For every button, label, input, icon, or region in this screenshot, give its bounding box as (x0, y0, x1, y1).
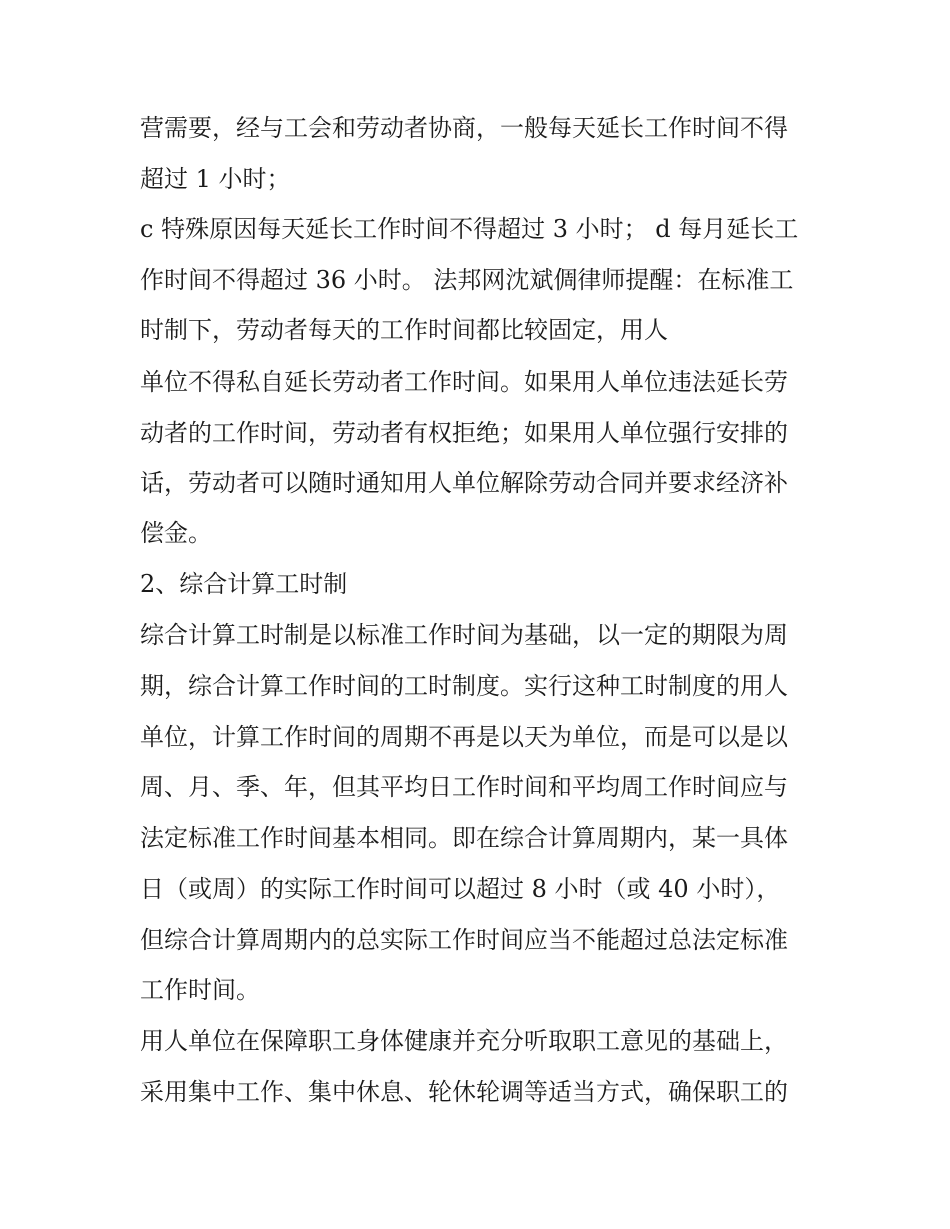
text-line: 用人单位在保障职工身体健康并充分听取职工意见的基础上， (140, 1027, 788, 1055)
text-line: 话，劳动者可以随时通知用人单位解除劳动合同并要求经济补 (140, 469, 788, 497)
text-line: 日（或周）的实际工作时间可以超过 8 小时（或 40 小时）， (140, 875, 781, 903)
text-line: 工作时间。 (140, 976, 260, 1004)
text-line: 偿金。 (140, 519, 212, 547)
text-line: 法定标准工作时间基本相同。即在综合计算周期内，某一具体 (140, 824, 788, 852)
text-line: c 特殊原因每天延长工作时间不得超过 3 小时； d 每月延长工 (140, 215, 799, 243)
text-line: 时制下，劳动者每天的工作时间都比较固定，用人 (140, 316, 668, 344)
section-heading: 2、综合计算工时制 (140, 570, 348, 598)
text-line: 单位不得私自延长劳动者工作时间。如果用人单位违法延长劳 (140, 368, 788, 396)
text-line: 单位，计算工作时间的周期不再是以天为单位，而是可以是以 (140, 723, 788, 751)
text-line: 超过 1 小时； (140, 165, 291, 193)
text-line: 采用集中工作、集中休息、轮休轮调等适当方式，确保职工的 (140, 1078, 788, 1106)
text-line: 动者的工作时间，劳动者有权拒绝；如果用人单位强行安排的 (140, 419, 788, 447)
text-line: 营需要，经与工会和劳动者协商，一般每天延长工作时间不得 (140, 114, 788, 142)
text-line: 周、月、季、年，但其平均日工作时间和平均周工作时间应与 (140, 773, 788, 801)
text-line: 但综合计算周期内的总实际工作时间应当不能超过总法定标准 (140, 926, 788, 954)
text-line: 作时间不得超过 36 小时。 法邦网沈斌倜律师提醒：在标准工 (140, 266, 794, 294)
text-line: 期，综合计算工作时间的工时制度。实行这种工时制度的用人 (140, 672, 788, 700)
text-line: 综合计算工时制是以标准工作时间为基础，以一定的期限为周 (140, 621, 788, 649)
